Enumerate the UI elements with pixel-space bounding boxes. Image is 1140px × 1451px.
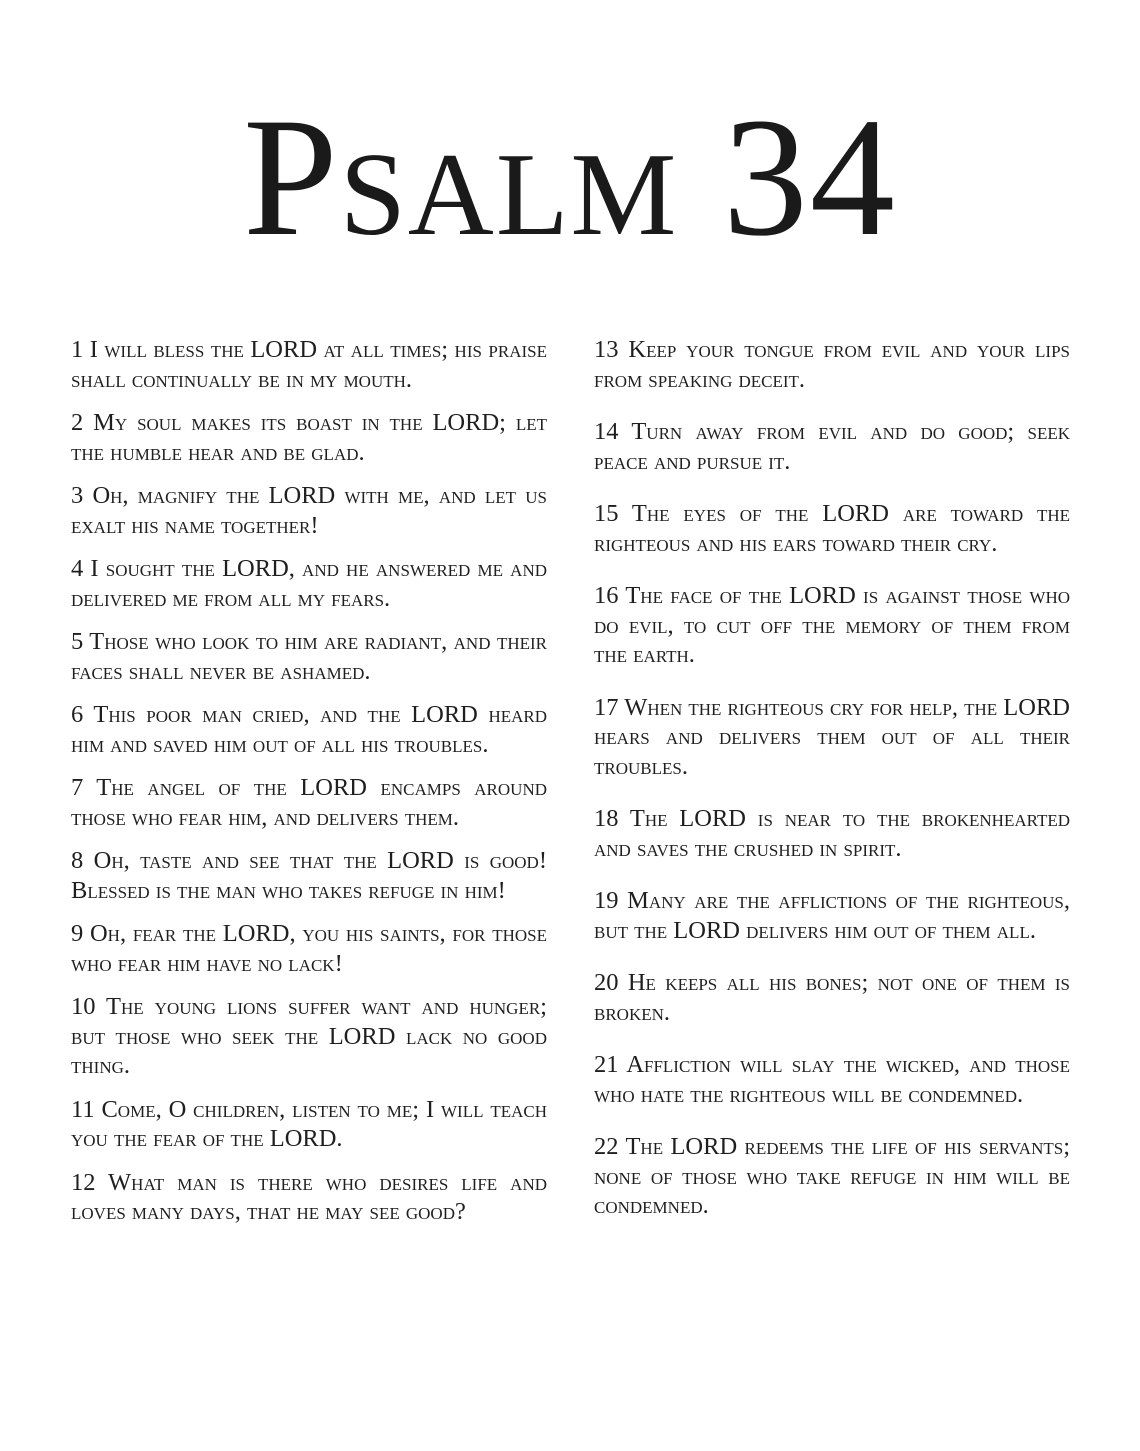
verse-4: 4 I sought the LORD, and he answered me and delivered me from all my fears. (71, 555, 547, 612)
verse-19: 19 Many are the afflictions of the righteous, but the LORD delivers him out of them all. (594, 887, 1070, 944)
verse-1: 1 I will bless the LORD at all times; his praise shall continually be in my mouth. (71, 336, 547, 393)
verse-2: 2 My soul makes its boast in the LORD; let the humble hear and be glad. (71, 409, 547, 466)
verse-15: 15 The eyes of the LORD are toward the righteous and his ears toward their cry. (594, 500, 1070, 557)
verse-14: 14 Turn away from evil and do good; seek peace and pursue it. (594, 418, 1070, 475)
verse-6: 6 This poor man cried, and the LORD heard him and saved him out of all his troubles. (71, 701, 547, 758)
verse-11: 11 Come, O children, listen to me; I will teach you the fear of the LORD. (71, 1095, 547, 1152)
verse-12: 12 What man is there who desires life and loves many days, that he may see good? (71, 1168, 547, 1225)
verse-10: 10 The young lions suffer want and hunger; but those who seek the LORD lack no good thing. (71, 993, 547, 1079)
verse-20: 20 He keeps all his bones; not one of them is broken. (594, 969, 1070, 1026)
verse-16: 16 The face of the LORD is against those who do evil, to cut off the memory of them from the earth. (594, 582, 1070, 668)
page-title: Psalm 34 (243, 83, 897, 271)
verse-3: 3 Oh, magnify the LORD with me, and let us exalt his name together! (71, 482, 547, 539)
verse-9: 9 Oh, fear the LORD, you his saints, for those who fear him have no lack! (71, 920, 547, 977)
verse-5: 5 Those who look to him are radiant, and their faces shall never be ashamed. (71, 628, 547, 685)
verse-22: 22 The LORD redeems the life of his servants; none of those who take refuge in him will be condemned. (594, 1133, 1070, 1219)
verse-7: 7 The angel of the LORD encamps around those who fear him, and delivers them. (71, 774, 547, 831)
verse-18: 18 The LORD is near to the brokenhearted and saves the crushed in spirit. (594, 805, 1070, 862)
verse-8: 8 Oh, taste and see that the LORD is good! Blessed is the man who takes refuge in him! (71, 847, 547, 904)
verse-21: 21 Affliction will slay the wicked, and those who hate the righteous will be condemned. (594, 1051, 1070, 1108)
verse-column-right (594, 335, 1070, 1244)
verse-17: 17 When the righteous cry for help, the LORD hears and delivers them out of all their troubles. (594, 693, 1070, 780)
verse-13: 13 Keep your tongue from evil and your lips from speaking deceit. (594, 336, 1070, 393)
verse-column-left (71, 335, 547, 1241)
